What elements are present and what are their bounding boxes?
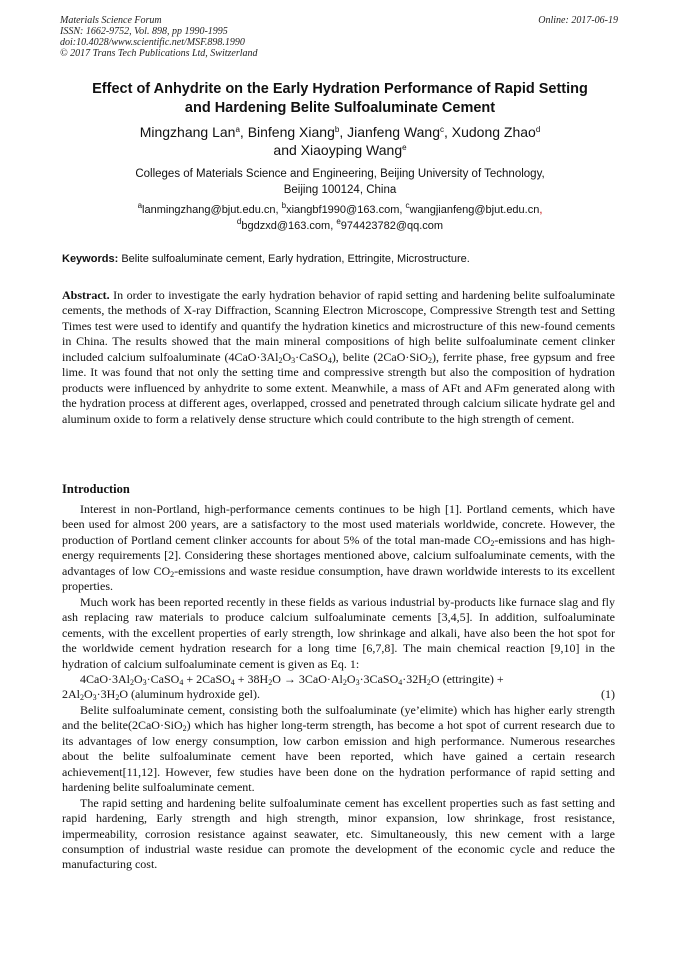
keywords-text: Belite sulfoaluminate cement, Early hydration, Ettringite, Microstructure. [121,253,470,265]
subscript: 2 [278,355,283,365]
author-list: Mingzhang Lan$^a$, Binfeng Xiang$^b$, Jianfeng Wang$^c$, Xudong Zhao$^d$ and Xiaoyping Wang$^e$ [139,124,541,158]
author-marker: a [235,125,240,134]
email-link[interactable]: lanmingzhang@bjut.edu.cn [142,204,276,216]
copyright-line: © 2017 Trans Tech Publications Ltd, Switzerland [60,48,258,59]
abstract-label: Abstract. [62,288,110,302]
subscript: 3 [291,355,296,365]
author-marker: b [334,125,340,134]
email-marker: d [236,217,242,226]
paragraph: The rapid setting and hardening belite sulfoaluminate cement has excellent properties such as fast setting and rapid hardening, Early strength and high strength, minor expansion, low shrinkage, frost resistance, impermeability, corrosion resistance against seawater, etc. Simultaneously, this new cement with a large consumption of industrial waste residue can promote the development of the economic cycle and reduce the manufacturing cost. [62,795,615,872]
email-marker: e [336,217,341,226]
affiliation-line-1: Colleges of Materials Science and Engineering, Beijing University of Technology, [135,168,545,180]
affiliation [60,167,620,198]
section-heading-introduction: Introduction [62,482,130,496]
author-emails: $^a$lanmingzhang@bjut.edu.cn, $^b$xiangbf1990@163.com, $^c$wangjianfeng@bjut.edu.cn, $^d$bgdzxd@163.com, $^e$974423782@qq.com [137,201,543,232]
abstract-text: ), ferrite phase, free gypsum and free lime. It was found that not only the setting time and compressive strength but also the composition of hydration products were influenced by anhydrite to some extent. Meanwhile, a mass of AFt and AFm generated along with the hydration process at different ages, overlapped, crossed and penetrated through calcium silicate hydrate gel and aluminum oxide to form a relatively dense structure which could contribute to the high strength of cement. [62,349,615,426]
abstract-text: ·CaSO [295,349,328,364]
equation-line-2: $2Al_2O_3\cdot 3H_2O$ (aluminum hydroxide gel). (1) [62,687,615,703]
affiliation-line-2: Beijing 100124, China [283,183,397,196]
equation-line-1: $4CaO\cdot 3Al_2O_3\cdot CaSO_4$ + 2CaSO$_4$ + $38H_2O$ → $3CaO\cdot Al_2O_3\cdot 3CaSO_4\cdot 32H_2O$ (ettringite) + [80,671,504,687]
email-marker: c [405,201,410,210]
email-link[interactable]: 974423782@qq.com [340,220,444,232]
issn-line: ISSN: 1662-9752, Vol. 898, pp 1990-1995 [60,26,228,37]
author-marker: c [439,125,444,134]
abstract-text: In order to investigate the early hydration behavior of rapid setting and hardening belite sulfoaluminate cements, the methods of X-ray Diffraction, Scanning Electron Microscope, Compressive Strength test and Setting Times test were used to identify and quantify the hydration kinetics and microstructure of this new-found cements in China. The results showed that the main mineral compositions of high belite sulfoaluminate cement clinker included calcium sulfoaluminate (4CaO·3Al [62,288,615,364]
author-name: Xiaoyping Wang [300,142,403,158]
abstract-text: O [282,349,292,364]
author-name: Jianfeng Wang [347,124,440,140]
author-marker: d [535,125,541,134]
email-marker: a [137,201,143,210]
author-name: Mingzhang Lan [139,124,236,140]
journal-header [60,15,618,59]
email-link[interactable]: xiangbf1990@163.com [286,204,400,216]
abstract-text: ), belite (2CaO·SiO [331,349,429,364]
email-link[interactable]: wangjianfeng@bjut.edu.cn [409,204,540,216]
paragraph: Much work has been reported recently in these fields as various industrial by-products like furnace slag and fly ash replacing raw materials to produce calcium sulfoaluminate cements [3,4,5]. In addition, sulfoaluminate cements, with the excellent properties of early strength, low shrinkage and alkali, have also been the hot spot for the worldwide cement hydration research for a long time [6,7,8]. The main chemical reaction [9,10] in the hydration of calcium sulfoaluminate cement is given as Eq. 1: [62,594,615,671]
paragraph: Belite sulfoaluminate cement, consisting both the sulfoaluminate (ye’elimite) which has higher early strength and the belite(2CaO·SiO$_2$) which has higher long-term strength, has become a hot spot of current research due to its advantages of low energy consumption, low carbon emission and high performance. Numerous researches about the belite sulfoaluminate cement have been reported, which have gained a certain research achievement[11,12]. However, few studies have been done on the hydration performance of rapid setting and hardening belite sulfoaluminate cement. [62,702,615,795]
journal-name: Materials Science Forum [60,15,162,26]
subscript: 2 [428,355,433,365]
title-line-1: Effect of Anhydrite on the Early Hydration Performance of Rapid Setting [92,81,588,97]
doi-line: doi:10.4028/www.scientific.net/MSF.898.1990 [60,37,245,48]
paragraph: Interest in non-Portland, high-performance cements continues to be high [1]. Portland cements, which have been used for almost 200 years, are a satisfactory to the most used materials worldwide, concrete. However, the production of Portland cement clinker accounts for about 5% of the total man-made $CO_2$-emissions and has high-energy requirements [2]. Considering these shortages mentioned above, calcium sulfoaluminate cements, with the advantages of low $CO_2$-emissions and waste residue consumption, have drawn worldwide interests to its excellent properties. [62,502,615,594]
author-name: Binfeng Xiang [247,124,335,140]
equation-number: (1) [601,687,615,702]
keywords-label: Keywords: [62,253,119,265]
keywords [62,252,618,266]
abstract [62,288,615,427]
author-marker: e [402,143,407,152]
online-date: Online: 2017-06-19 [538,15,618,26]
email-link[interactable]: bgdzxd@163.com [241,220,331,232]
subscript: 4 [327,355,332,365]
email-marker: b [281,201,287,210]
author-name: Xudong Zhao [451,124,536,140]
title-line-2: and Hardening Belite Sulfoaluminate Cement [184,100,496,116]
paper-title [60,80,620,118]
introduction-body [62,502,615,873]
